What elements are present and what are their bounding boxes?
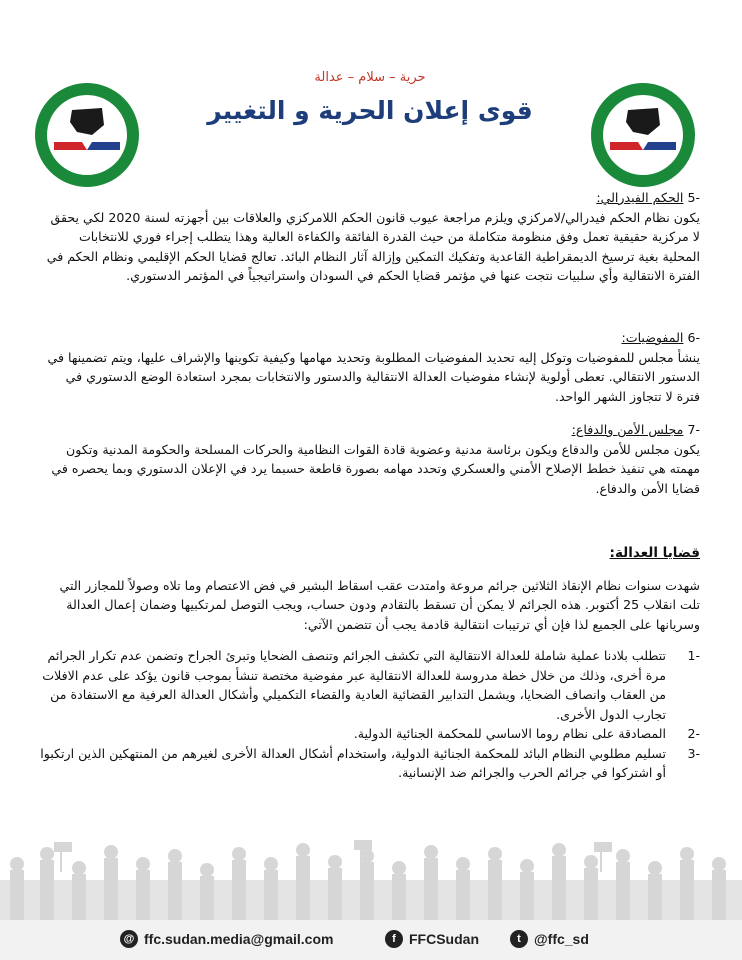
organization-title: قوى إعلان الحرية و التغيير	[207, 96, 533, 125]
section-title: المفوضيات:	[621, 330, 684, 345]
email-text: ffc.sudan.media@gmail.com	[144, 931, 334, 947]
twitter-icon: t	[510, 930, 528, 948]
ffc-logo-left	[32, 80, 142, 190]
letterhead	[0, 0, 742, 172]
section-text: يكون نظام الحكم فيدرالي/لامركزي ويلزم مراجعة عيوب قانون الحكم اللامركزي والعلاقات بين أجهزته لسنة 2020 لكي يحقق لا مركزية حقيقية تعمل وفق منظومة متكاملة من حيث القدرة الفائقة والكفاءة العالية وهذا يتطلب إجراء فوري للانتخابات المحلية بغية ترسيخ الديمقراطية القاعدية وتفكيك التمكين وإزالة آثار النظام البائد. تعالج قضايا الحكم الإقليمي ونظام الحكم في الفترة الانتقالية وأي سلبيات نتجت عنها في مؤتمر قضايا الحكم في السودان واستراتيجياً في المؤتمر الدستوري.	[46, 209, 700, 283]
footer-twitter[interactable]	[510, 930, 589, 948]
facebook-icon: f	[385, 930, 403, 948]
list-item-number: -2	[687, 726, 700, 741]
list-item-number: -3	[687, 745, 700, 761]
section-commissions	[40, 328, 700, 406]
list-item	[40, 646, 700, 724]
svg-text:F.F.C: F.F.C	[632, 163, 654, 172]
section-text: ينشأ مجلس للمفوضيات وتوكل إليه تحديد المفوضيات المطلوبة وتحديد مهامها وكيفية تكوينها والإشراف عليها، ويتم تضمينها في الدستور الانتقالي. تعطى أولوية لإنشاء مفوضيات العدالة الانتقالية والدستور والانتخابات بمجرد استعادة الوضع الدستوري في فترة لا تتجاوز الشهر الواحد.	[47, 349, 700, 404]
list-item	[40, 744, 700, 783]
contact-footer	[0, 920, 742, 960]
section-text: يكون مجلس للأمن والدفاع ويكون برئاسة مدنية وعضوية قادة القوات النظامية والحركات المسلحة والحكومة المدنية وتكون مهمته هي تنفيذ خطط الإصلاح الأمني والعسكري وتحدد مهامه بصورة قاطعة حسبما يرد في الإعلان الدستوري وبما يحصره في قضايا الأمن والدفاع.	[51, 441, 700, 496]
list-item-text: المصادقة على نظام روما الاساسي للمحكمة الجنائية الدولية.	[353, 726, 666, 741]
facebook-handle: FFCSudan	[409, 931, 479, 947]
crowd-silhouette-decoration	[0, 840, 742, 920]
motto: حرية – سلام – عدالة	[314, 70, 426, 85]
ffc-logo-right	[588, 80, 698, 190]
justice-heading: قضايا العدالة:	[609, 545, 700, 561]
list-item-text: تتطلب بلادنا عملية شاملة للعدالة الانتقالية التي تكشف الجرائم وتنصف الضحايا وتبرئ الجراح وتضمن عدم تكرار الجرائم مرة أخرى، وذلك من خلال خطة مدروسة للعدالة الانتقالية عبر مفوضية مختصة تنشأ بموجب قانون يؤكد على عدم الافلات من العقاب وانصاف الضحايا، ويشمل التدابير القضائية العادية والقضاء التكميلي وأشكال العدالة العرفية مع الاستفادة من تجارب الدول الأخرى.	[42, 648, 666, 722]
section-security-council	[40, 420, 700, 498]
at-sign-icon: @	[120, 930, 138, 948]
section-number: -7	[687, 422, 700, 437]
section-federal-governance	[40, 188, 700, 286]
justice-intro: شهدت سنوات نظام الإنقاذ الثلاثين جرائم مروعة وامتدت عقب اسقاط البشير في فض الاعتصام وما تلاه وصولاً للمجازر التي تلت انقلاب 25 أكتوبر. هذه الجرائم لا يمكن أن تسقط بالتقادم ودون حساب، ويجب التوصل لمرتكبيها وضمان إعمال العدالة وسريانها على الجميع لذا فإن أي ترتيبات انتقالية قادمة يجب أن تتضمن الآتي:	[59, 577, 700, 632]
list-item	[40, 724, 700, 744]
section-number: -6	[687, 330, 700, 345]
footer-facebook[interactable]	[385, 930, 479, 948]
justice-list	[40, 646, 700, 783]
section-number: -5	[687, 190, 700, 205]
svg-text:F.F.C: F.F.C	[76, 163, 98, 172]
list-item-text: تسليم مطلوبي النظام البائد للمحكمة الجنائية الدولية، واستخدام أشكال العدالة الأخرى لغيرهم من المنتهكين الذين ارتكبوا أو اشتركوا في جرائم الحرب والجرائم ضد الإنسانية.	[40, 745, 666, 780]
section-justice	[40, 544, 700, 783]
list-item-number: -1	[687, 648, 700, 663]
twitter-handle: @ffc_sd	[534, 931, 589, 947]
section-title: الحكم الفيدرالي:	[596, 190, 684, 205]
section-title: مجلس الأمن والدفاع:	[571, 422, 684, 437]
footer-email[interactable]	[120, 930, 333, 948]
